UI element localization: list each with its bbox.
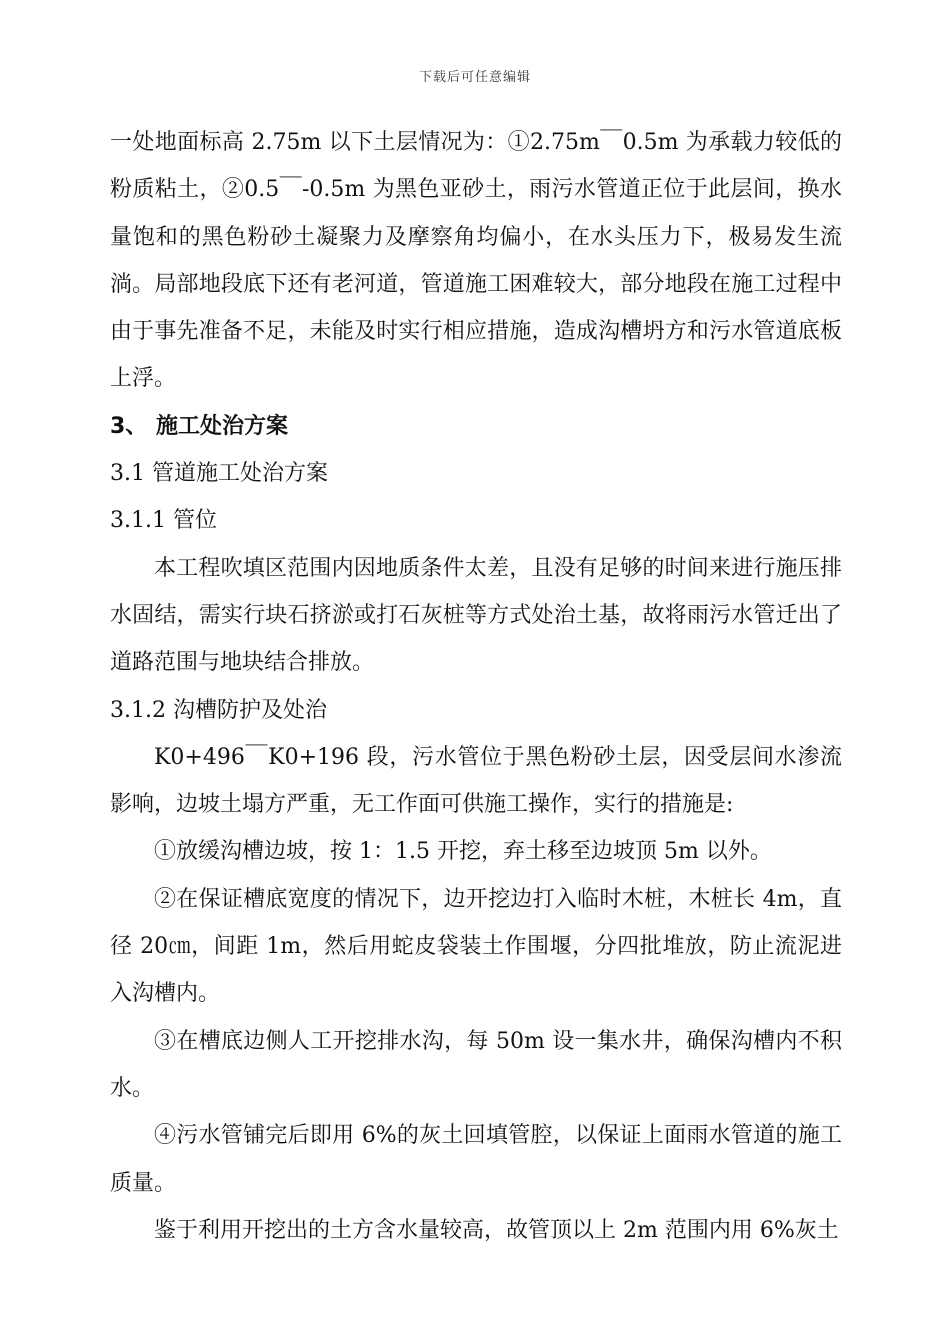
subheading-3-1: 3.1 管道施工处治方案 (110, 461, 328, 487)
section-heading-3 (110, 403, 842, 450)
paragraph-measure-4: ④污水管铺完后即用 6%的灰土回填管腔，以保证上面雨水管道的施工质量。 (110, 1123, 842, 1196)
subheading-3-1-2: 3.1.2 沟槽防护及处治 (110, 697, 327, 723)
subheading-3-1-1: 3.1.1 管位 (110, 508, 217, 534)
section-number: 3、 (110, 413, 148, 439)
paragraph-pipe-position: 本工程吹填区范围内因地质条件太差，且没有足够的时间来进行施压排水固结，需实行块石挤淤或打石灰桩等方式处治土基，故将雨污水管迁出了道路范围与地块结合排放。 (110, 555, 842, 676)
paragraph-measure-3: ③在槽底边侧人工开挖排水沟，每 50m 设一集水井，确保沟槽内不积水。 (110, 1028, 842, 1101)
paragraph-measure-2: ②在保证槽底宽度的情况下，边开挖边打入临时木桩，木桩长 4m，直径 20㎝，间距 1m，然后用蛇皮袋装土作围堰，分四批堆放，防止流泥进入沟槽内。 (110, 886, 842, 1007)
paragraph-backfill: 鉴于利用开挖出的土方含水量较高，故管顶以上 2m 范围内用 6%灰土 (154, 1217, 839, 1243)
paragraph-soil-conditions: 一处地面标高 2.75m 以下土层情况为：①2.75m￣0.5m 为承载力较低的粉质粘土，②0.5￣-0.5m 为黑色亚砂土，雨污水管道正位于此层间，换水量饱和的黑色粉砂土凝聚力及摩察角均偏小，在水头压力下，极易发生流淌。局部地段底下还有老河道，管道施工困难较大，部分地段在施工过程中由于事先准备不足，未能及时实行相应措施，造成沟槽坍方和污水管道底板上浮。 (110, 130, 842, 392)
section-title: 施工处治方案 (156, 413, 289, 439)
paragraph-trench-section: K0+496￣K0+196 段，污水管位于黑色粉砂土层，因受层间水渗流影响，边坡土塌方严重，无工作面可供施工操作，实行的措施是: (110, 744, 842, 818)
page-header: 下载后可任意编辑 (418, 70, 531, 85)
paragraph-measure-1: ①放缓沟槽边坡，按 1：1.5 开挖，弃土移至边坡顶 5m 以外。 (154, 839, 772, 865)
document-body (110, 119, 842, 1254)
